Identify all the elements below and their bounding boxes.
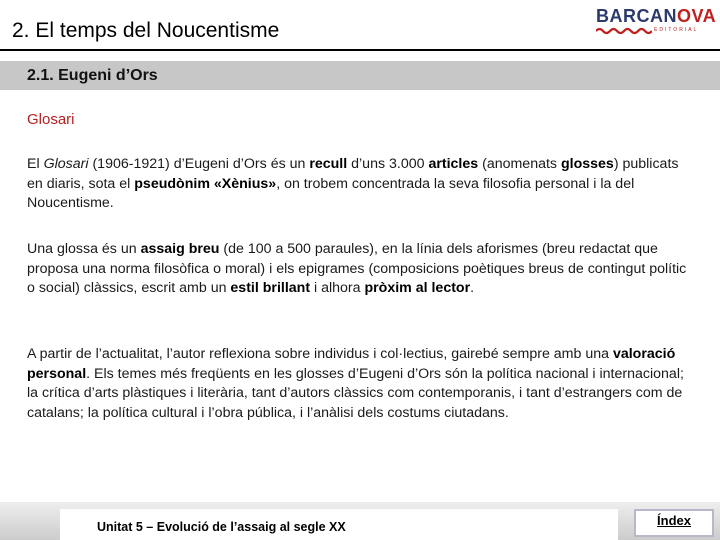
paragraph-definition: [27, 240, 697, 299]
emphasis-text: pseudònim «Xènius»: [134, 175, 277, 192]
text-run: Una glossa és un: [27, 241, 141, 257]
text-run: ) publicats en diaris, sota el: [27, 156, 679, 192]
text-run: i alhora: [310, 280, 365, 296]
emphasis-text: estil brillant: [230, 280, 311, 296]
logo-wave-icon: [596, 27, 652, 35]
section-title: Glosari: [27, 111, 75, 128]
index-button[interactable]: [634, 509, 714, 537]
text-run: El: [27, 156, 44, 172]
page-title: 2. El temps del Noucentisme: [12, 19, 280, 42]
text-run: .: [470, 280, 475, 296]
emphasis-text: recull: [309, 156, 348, 172]
logo-text: [596, 6, 716, 27]
emphasis-text: assaig breu: [140, 241, 220, 257]
paragraph-intro: [27, 155, 697, 214]
index-link[interactable]: Índex: [657, 513, 691, 528]
emphasis-text: glosses: [560, 156, 614, 172]
text-run: (1906-1921) d’Eugeni d’Ors és un: [88, 156, 310, 172]
text-run: A partir de l’actualitat, l’autor reflexiona sobre individus i col·lectius, gairebé sempre amb una: [27, 346, 613, 362]
page-header: [0, 0, 720, 46]
logo-main-text: BARCAN: [596, 6, 677, 26]
barcanova-logo: [596, 6, 717, 36]
logo-accent-text: OVA: [677, 6, 717, 26]
text-run: . Els temes més freqüents en les glosses d’Eugeni d’Ors són la política nacional i internacional; la crítica d’arts plàstiques i literària, tant d’autors clàssics com contemporanis, i tant d’estrangers com de catalans; la política cultural i l’obra pública, i l’anàlisi dels costums ciutadans.: [27, 365, 684, 421]
subheader-title: 2.1. Eugeni d’Ors: [27, 67, 158, 84]
emphasis-text: pròxim al lector: [364, 280, 471, 296]
text-run: (de 100 a 500 paraules), en la línia dels aforismes (breu redactat que proposa una norma filosòfica o moral) i els epigrames (composicions poètiques breus de contingut polític o social) clàssics, escrit amb un: [27, 241, 687, 296]
paragraph-themes: [27, 345, 697, 423]
text-run: (anomenats: [478, 156, 561, 172]
text-run: Glosari: [43, 156, 89, 172]
emphasis-text: articles: [428, 156, 479, 172]
footer-unit-text: Unitat 5 – Evolució de l’assaig al segle XX: [97, 520, 346, 534]
emphasis-text: valoració personal: [27, 346, 676, 382]
logo-subtitle: EDITORIAL: [654, 27, 699, 33]
text-run: , on trobem concentrada la seva filosofia personal i la del Noucentisme.: [27, 175, 635, 211]
header-divider: [0, 49, 720, 51]
text-run: d’uns 3.000: [347, 156, 429, 172]
